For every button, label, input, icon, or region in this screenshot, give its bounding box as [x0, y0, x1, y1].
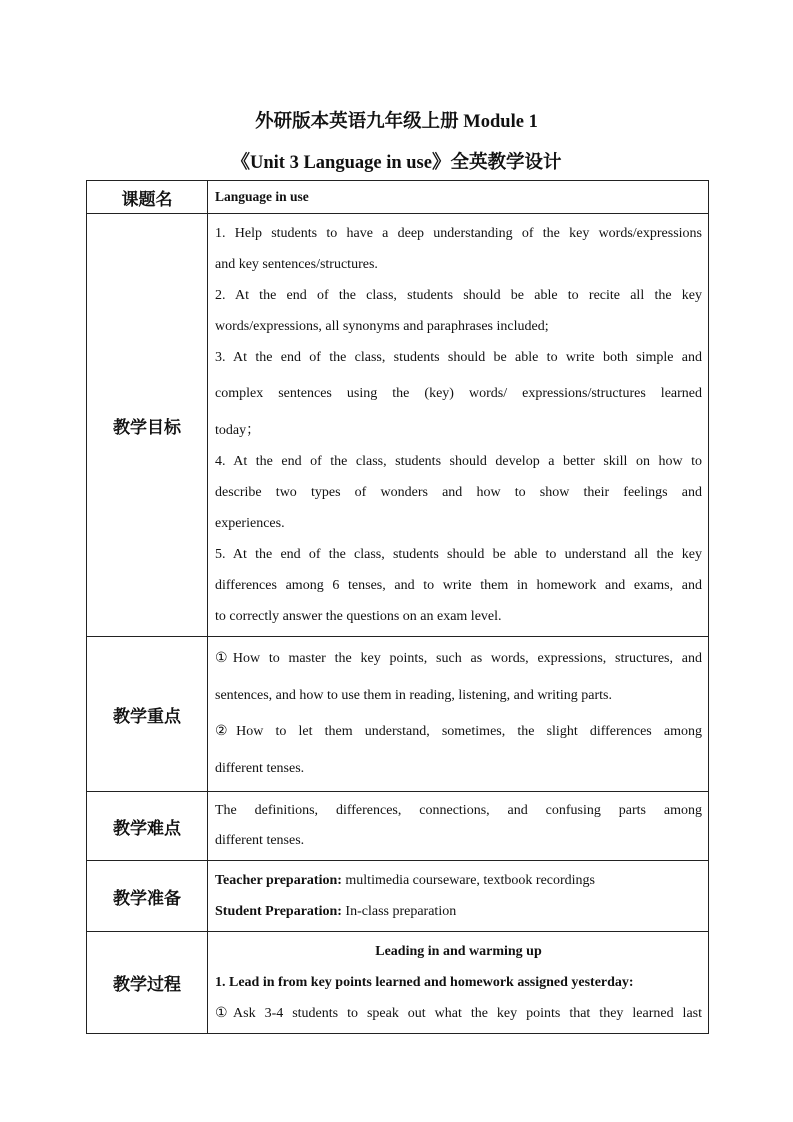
topic-value: Language in use [208, 181, 709, 214]
label-process: 教学过程 [87, 932, 208, 1034]
row-difficulties [87, 792, 709, 861]
objective-line: words/expressions, all synonyms and paraphrases included; [215, 319, 549, 334]
row-objectives [87, 214, 709, 637]
teacher-preparation-value: multimedia courseware, textbook recordings [341, 873, 595, 888]
preparation-content [208, 861, 709, 932]
objective-line: today； [215, 423, 261, 438]
label-key-points: 教学重点 [87, 637, 208, 792]
objective-line: experiences. [215, 516, 285, 531]
objective-line: 2. At the end of the class, students should be able to recite all the key [215, 288, 702, 303]
document-title-line-2: 《Unit 3 Language in use》全英教学设计 [231, 153, 562, 173]
row-preparation [87, 861, 709, 932]
objective-line: differences among 6 tenses, and to write them in homework and exams, and [215, 578, 702, 593]
process-step-1: 1. Lead in from key points learned and homework assigned yesterday: [215, 975, 634, 990]
process-item-1: ①Ask 3-4 students to speak out what the key points that they learned last [215, 1006, 702, 1021]
objective-line: 5. At the end of the class, students should be able to understand all the key [215, 547, 702, 562]
key-point-line: sentences, and how to use them in reading, listening, and writing parts. [215, 687, 612, 703]
key-point-line: ②How to let them understand, sometimes, the slight differences among [215, 724, 702, 739]
student-preparation-value: In-class preparation [341, 904, 457, 919]
label-objectives: 教学目标 [87, 214, 208, 637]
objective-line: to correctly answer the questions on an exam level. [215, 609, 502, 624]
row-process [87, 932, 709, 1034]
objectives-content [208, 214, 709, 637]
student-preparation-label: Student Preparation: [215, 904, 342, 919]
row-topic [87, 181, 709, 214]
key-points-content [208, 637, 709, 792]
objective-line: 1. Help students to have a deep understanding of the key words/expressions [215, 226, 702, 241]
process-content [208, 932, 709, 1034]
objective-line: 4. At the end of the class, students should develop a better skill on how to [215, 454, 702, 469]
student-preparation [215, 896, 702, 927]
lesson-plan-table [86, 180, 709, 1034]
key-point-line: different tenses. [215, 760, 305, 776]
teacher-preparation [215, 865, 702, 896]
document-title-line-1: 外研版本英语九年级上册 Module 1 [255, 112, 538, 132]
teacher-preparation-label: Teacher preparation: [215, 873, 342, 888]
objective-line: complex sentences using the (key) words/ expressions/structures learned [215, 386, 702, 401]
process-heading: Leading in and warming up [375, 944, 542, 959]
label-difficulties: 教学难点 [87, 792, 208, 861]
difficulty-line: different tenses. [215, 833, 305, 848]
objective-line: and key sentences/structures. [215, 257, 378, 272]
objective-line: 3. At the end of the class, students should be able to write both simple and [215, 350, 702, 365]
label-topic: 课题名 [87, 181, 208, 214]
objective-line: describe two types of wonders and how to show their feelings and [215, 485, 702, 500]
key-point-line: ①How to master the key points, such as words, expressions, structures, and [215, 651, 702, 666]
label-preparation: 教学准备 [87, 861, 208, 932]
difficulties-content [208, 792, 709, 861]
row-key-points [87, 637, 709, 792]
difficulty-line: The definitions, differences, connections, and confusing parts among [215, 803, 702, 818]
